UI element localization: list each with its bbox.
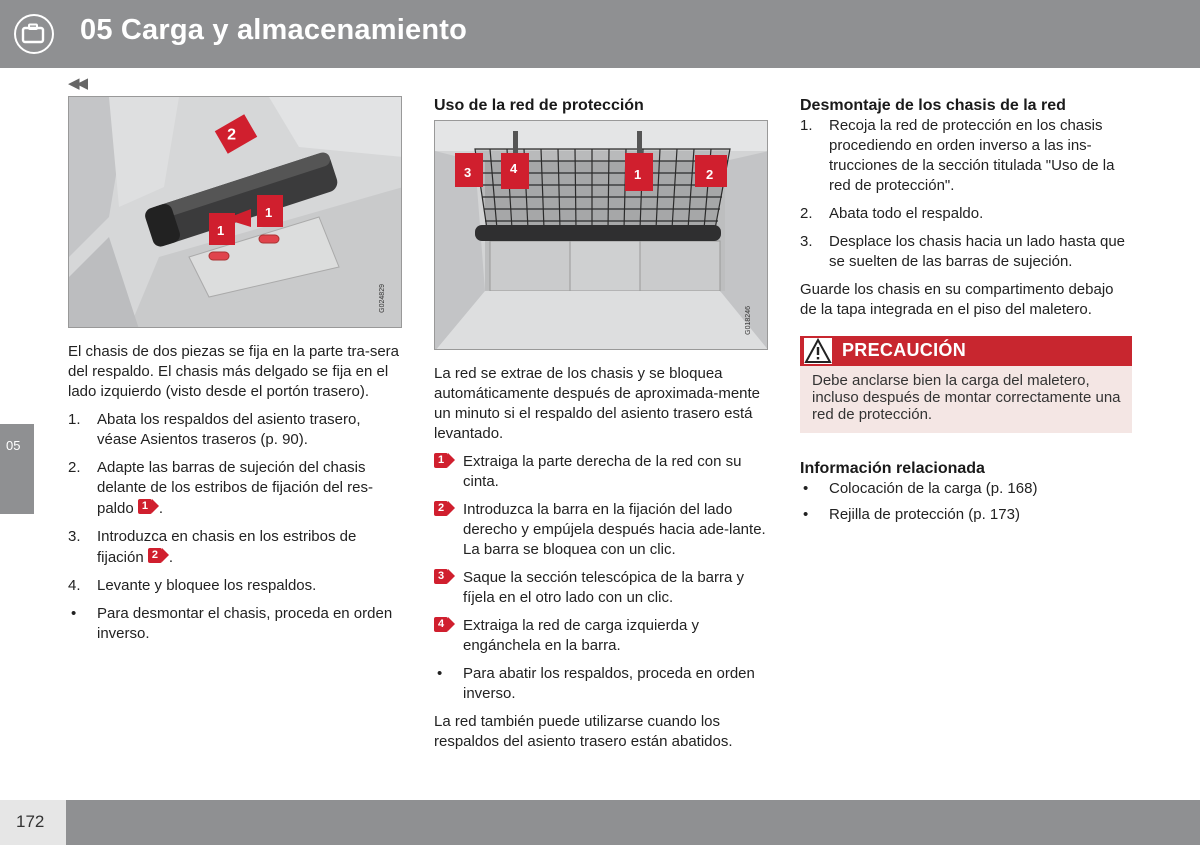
previous-page-arrows[interactable]: ◀◀ [68,75,86,92]
removal-steps [800,116,1134,272]
chapter-side-tab[interactable] [0,424,34,514]
figure-arrow-3: 3 [455,153,483,187]
list-item: 3 Saque la sección telescópica de la barra y fíjela en el otro lado con un clic. [434,568,768,608]
list-item: 1. Recoja la red de protección en los chasis procediendo en orden inverso a las ins-trucciones de la sección titulada "Uso de la red de protección". [800,117,1115,194]
page-number-box [0,800,66,845]
storage-note: Guarde los chasis en su compartimento debajo de la tapa integrada en el piso del maletero. [800,281,1114,318]
figure-rear-seat-chassis [68,96,402,328]
list-item: 3. Desplace los chasis hacia un lado hasta que se suelten de las barras de sujeción. [800,233,1126,270]
luggage-icon [14,14,54,54]
side-tab-label: 05 [6,438,21,453]
list-item: 1 Extraiga la parte derecha de la red con su cinta. [434,452,768,492]
list-item: 4 Extraiga la red de carga izquierda y engánchela en la barra. [434,616,768,656]
list-item: • Para desmontar el chasis, proceda en orden inverso. [71,605,393,642]
figure-arrow-1: 1 [625,153,653,191]
related-links [800,479,1134,525]
intro-paragraph: El chasis de dos piezas se fija en la parte tra-sera del respaldo. El chasis más delgado se fija en el lado izquierdo (visto desde el portón trasero). [68,343,400,400]
page-header [0,0,1200,68]
figure-cargo-net [434,120,768,350]
step-4-icon: 4 [434,616,455,633]
outro-paragraph: La red también puede utilizarse cuando los respaldos del asiento trasero están abatidos. [434,713,733,750]
list-item: 2. Abata todo el respaldo. [800,205,984,222]
warning-box [800,336,1132,433]
warning-header [800,336,1132,366]
column-1 [68,96,402,652]
step-2-icon: 2 [148,547,169,564]
step-1-icon: 1 [138,498,159,515]
warning-triangle-icon [804,338,832,364]
column-2 [434,96,768,752]
warning-title: PRECAUCIÓN [842,340,967,360]
related-heading: Información relacionada [800,460,985,477]
page-footer [0,800,1200,845]
related-link[interactable]: • Rejilla de protección (p. 173) [803,506,1020,523]
chapter-icon-box [0,0,66,68]
figure-code: G024829 [379,284,386,313]
figure-arrow-1b: 1 [257,195,283,227]
figure-arrow-1a: 1 [209,213,235,245]
section-heading: Uso de la red de protección [434,97,644,114]
list-item: • Para abatir los respaldos, proceda en orden inverso. [437,665,755,702]
step-1-icon: 1 [434,452,455,469]
chapter-title: 05 Carga y almacenamiento [80,14,468,46]
step-3-icon: 3 [434,568,455,585]
figure-code: G018246 [745,306,752,335]
column-3 [800,96,1134,533]
figure-arrow-4: 4 [501,153,529,189]
list-item: 2 Introduzca la barra en la fijación del lado derecho y empújela después hacia ade-lante. La barra se bloquea con un clic. [434,500,768,560]
page-number: 172 [16,812,45,831]
step-2-icon: 2 [434,500,455,517]
list-item: 3. Introduzca en chasis en los estribos de fijación 2 . [68,528,357,566]
figure-arrow-2: 2 [695,155,727,187]
warning-text: Debe anclarse bien la carga del maletero, incluso después de montar correctamente una red de protección. [812,372,1121,423]
figure-arrow-2: 2 [215,114,257,154]
list-item: 1. Abata los respaldos del asiento trasero, véase Asientos traseros (p. 90). [68,411,361,448]
intro-paragraph: La red se extrae de los chasis y se bloquea automáticamente después de aproximada-mente un minuto si el respaldo del asiento trasero está levantado. [434,365,761,442]
list-item: 2. Adapte las barras de sujeción del chasis delante de los estribos de fijación del res-paldo 1 . [68,459,373,517]
list-item: 4. Levante y bloquee los respaldos. [68,577,317,594]
net-usage-steps [434,452,768,704]
related-link[interactable]: • Colocación de la carga (p. 168) [803,480,1038,497]
mounting-steps [68,410,402,644]
section-heading: Desmontaje de los chasis de la red [800,97,1066,114]
